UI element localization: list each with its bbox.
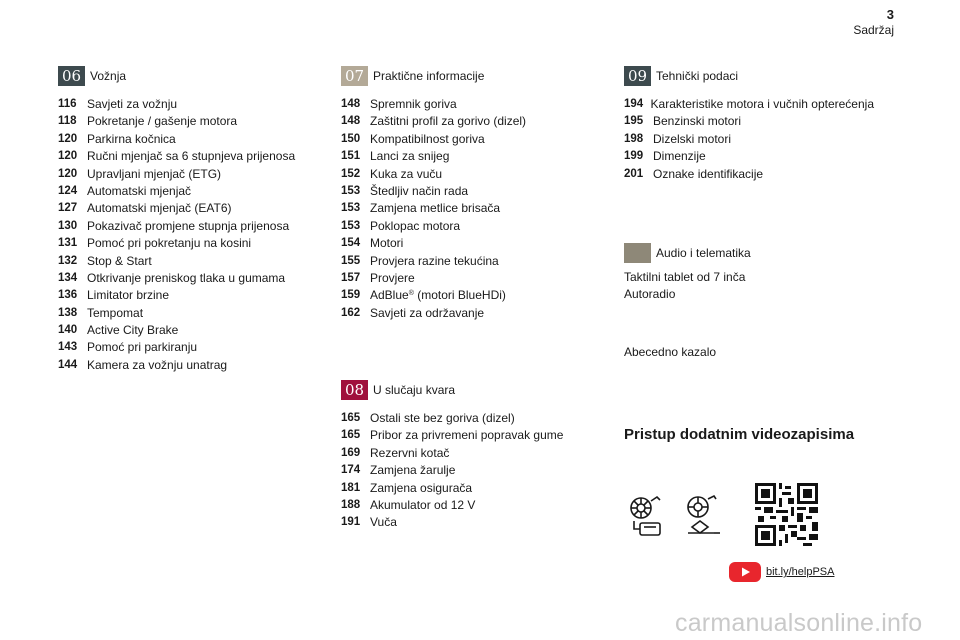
audio-item[interactable]: Autoradio — [624, 287, 676, 302]
toc-entry-title: Motori — [370, 236, 404, 251]
toc-page-number: 152 — [341, 167, 361, 180]
toc-entry[interactable] — [58, 166, 308, 183]
toc-entry-title: Pribor za privremeni popravak gume — [370, 428, 564, 443]
toc-entry-title: Stop & Start — [87, 253, 152, 268]
toc-page-number: 174 — [341, 464, 361, 477]
toc-page-number: 181 — [341, 481, 361, 494]
toc-page-number: 150 — [341, 132, 361, 145]
toc-entry[interactable] — [624, 96, 874, 113]
toc-entry[interactable] — [58, 183, 308, 200]
toc-entry-title: Ostali ste bez goriva (dizel) — [370, 411, 515, 426]
toc-entry-title: Štedljiv način rada — [370, 183, 469, 198]
toc-page-number: 148 — [341, 98, 361, 110]
qr-code-icon[interactable] — [755, 483, 818, 546]
toc-page-number: 134 — [58, 271, 78, 284]
toc-entry[interactable] — [341, 462, 591, 479]
toc-entry[interactable] — [341, 235, 591, 252]
chapter-08-entries — [341, 410, 591, 532]
toc-page-number: 198 — [624, 132, 644, 145]
toc-entry-title: Automatski mjenjač (EAT6) — [87, 201, 232, 216]
toc-entry[interactable] — [58, 270, 308, 287]
toc-entry[interactable] — [58, 218, 308, 235]
toc-entry-title: Zamjena žarulje — [370, 463, 456, 478]
toc-entry-title: Savjeti za održavanje — [370, 305, 485, 320]
toc-entry-title: Pomoć pri pokretanju na kosini — [87, 236, 252, 251]
toc-entry[interactable] — [341, 480, 591, 497]
toc-entry[interactable] — [341, 113, 591, 130]
toc-entry-title: Karakteristike motora i vučnih opterećenja — [650, 97, 874, 111]
toc-page-number: 120 — [58, 150, 78, 163]
toc-entry-title: Rezervni kotač — [370, 445, 450, 460]
toc-entry-title: Parkirna kočnica — [87, 131, 176, 146]
toc-entry[interactable] — [624, 148, 874, 165]
toc-entry[interactable] — [58, 131, 308, 148]
toc-page-number: 118 — [58, 115, 77, 128]
toc-page-number: 151 — [341, 150, 361, 163]
toc-entry[interactable] — [58, 253, 308, 270]
audio-item[interactable]: Taktilni tablet od 7 inča — [624, 269, 746, 284]
column-middle — [341, 66, 591, 532]
toc-page-number: 120 — [58, 132, 78, 145]
toc-entry[interactable] — [58, 200, 308, 217]
toc-entry[interactable] — [58, 357, 308, 374]
toc-entry[interactable] — [624, 113, 874, 130]
toc-entry[interactable] — [58, 235, 308, 252]
toc-entry-title: Oznake identifikacije — [653, 166, 764, 181]
toc-entry-title: Otkrivanje preniskog tlaka u gumama — [87, 270, 286, 285]
toc-page-number: 201 — [624, 167, 644, 180]
toc-entry-title: Kuka za vuču — [370, 166, 443, 181]
toc-entry-title: Kompatibilnost goriva — [370, 131, 485, 146]
toc-entry[interactable] — [624, 166, 874, 183]
toc-entry[interactable] — [341, 305, 591, 322]
toc-page-number: 132 — [58, 254, 78, 267]
chapter-09-entries — [624, 96, 874, 183]
audio-entries — [624, 269, 874, 304]
page-header — [853, 8, 894, 38]
toc-entry-title: Spremnik goriva — [370, 97, 457, 111]
toc-entry[interactable] — [341, 131, 591, 148]
toc-entry[interactable] — [341, 514, 591, 531]
toc-entry[interactable] — [341, 218, 591, 235]
toc-page-number: 127 — [58, 202, 78, 215]
toc-page-number: 194 — [624, 98, 644, 110]
video-section-heading: Pristup dodatnim videozapisima — [624, 425, 855, 443]
toc-entry-title: Zamjena osigurača — [370, 480, 473, 495]
chapter-06-entries — [58, 96, 308, 374]
chapter-07-entries — [341, 96, 591, 322]
toc-entry[interactable] — [58, 339, 308, 356]
toc-entry[interactable] — [341, 253, 591, 270]
toc-entry-title: AdBlue® (motori BlueHDi) — [370, 288, 506, 303]
toc-page-number: 140 — [58, 324, 78, 337]
toc-entry-title: Zaštitni profil za gorivo (dizel) — [370, 114, 527, 129]
registered-mark: ® — [408, 290, 414, 298]
toc-page-number: 169 — [341, 446, 361, 459]
column-left — [58, 66, 308, 374]
toc-entry-title: Zamjena metlice brisača — [370, 201, 501, 216]
chapter-07-section — [341, 66, 591, 322]
chapter-07-badge: 07 — [341, 66, 368, 86]
toc-page-number: 120 — [58, 167, 78, 180]
toc-page-number: 195 — [624, 115, 644, 128]
toc-entry[interactable] — [624, 131, 874, 148]
chapter-09-badge: 09 — [624, 66, 651, 86]
chapter-08-section — [341, 380, 591, 532]
toc-page-number: 138 — [58, 306, 78, 319]
toc-page-number: 157 — [341, 271, 361, 284]
video-icons — [626, 493, 742, 539]
chapter-06-badge: 06 — [58, 66, 85, 86]
toc-entry[interactable] — [341, 200, 591, 217]
toc-page-number: 191 — [341, 516, 361, 529]
column-right — [624, 66, 874, 445]
chapter-07-header[interactable] — [341, 66, 591, 86]
chapter-09-header[interactable] — [624, 66, 874, 86]
alphabetical-index-link[interactable]: Abecedno kazalo — [624, 344, 717, 359]
youtube-link-row — [729, 562, 834, 582]
toc-entry-title: Akumulator od 12 V — [370, 498, 476, 513]
toc-entry[interactable] — [58, 113, 308, 130]
toc-entry-title: Provjera razine tekućina — [370, 253, 499, 268]
toc-page-number: 159 — [341, 289, 361, 302]
toc-entry[interactable] — [341, 427, 591, 444]
toc-entry[interactable] — [58, 322, 308, 339]
toc-page-number: 124 — [58, 184, 78, 197]
chapter-08-badge: 08 — [341, 380, 368, 400]
toc-page-number: 154 — [341, 237, 361, 250]
toc-entry[interactable] — [58, 96, 308, 113]
toc-entry[interactable] — [341, 148, 591, 165]
toc-entry-title: Tempomat — [87, 305, 144, 320]
toc-page-number: 199 — [624, 150, 644, 163]
toc-entry-title: Limitator brzine — [87, 288, 170, 303]
toc-entry[interactable] — [341, 497, 591, 514]
chapter-08-header[interactable] — [341, 380, 591, 400]
toc-page-number: 131 — [58, 237, 78, 250]
toc-entry-title: Provjere — [370, 270, 415, 285]
page-number: 3 — [886, 7, 894, 22]
toc-page-number: 143 — [58, 341, 78, 354]
jack-wheel-change-icon[interactable] — [684, 493, 724, 539]
audio-badge — [624, 243, 651, 263]
chapter-09-section — [624, 66, 874, 183]
youtube-icon[interactable] — [729, 562, 761, 582]
toc-page-number: 155 — [341, 254, 361, 267]
toc-page-number: 153 — [341, 184, 361, 197]
toc-entry-title: Dimenzije — [653, 149, 706, 164]
toc-entry-title: Kamera za vožnju unatrag — [87, 357, 228, 372]
toc-entry[interactable] — [341, 183, 591, 200]
toc-entry[interactable] — [58, 305, 308, 322]
toc-page-number: 116 — [58, 98, 77, 110]
audio-section — [624, 243, 874, 360]
toc-entry[interactable] — [341, 287, 591, 304]
toc-entry-title: Lanci za snijeg — [370, 149, 450, 164]
toc-page-number: 165 — [341, 412, 361, 425]
toc-page-number: 136 — [58, 289, 78, 302]
toc-entry-title: Dizelski motori — [653, 131, 732, 146]
chapter-06-header[interactable] — [58, 66, 308, 86]
toc-entry-title: Pomoć pri parkiranju — [87, 340, 198, 355]
page-section-title: Sadržaj — [853, 23, 894, 37]
toc-entry[interactable] — [58, 148, 308, 165]
audio-header[interactable] — [624, 243, 874, 263]
toc-page-number: 144 — [58, 358, 78, 371]
toc-page-number: 153 — [341, 219, 361, 232]
toc-entry-title: Poklopac motora — [370, 218, 461, 233]
toc-page-number: 165 — [341, 429, 361, 442]
toc-entry[interactable] — [341, 445, 591, 462]
toc-entry-title: Pokretanje / gašenje motora — [87, 114, 238, 129]
toc-entry-title: Automatski mjenjač — [87, 183, 192, 198]
toc-entry-title: Active City Brake — [87, 323, 179, 338]
toc-page-number: 130 — [58, 219, 78, 232]
toc-page-number: 188 — [341, 499, 361, 512]
toc-entry-title: Pokazivač promjene stupnja prijenosa — [87, 218, 290, 233]
toc-page-number: 153 — [341, 202, 361, 215]
toc-entry-title: Upravljani mjenjač (ETG) — [87, 166, 222, 181]
chapter-06-section — [58, 66, 308, 374]
chapter-09-title: Tehnički podaci — [656, 69, 739, 83]
chapter-07-title: Praktične informacije — [373, 69, 485, 83]
toc-entry-title: Benzinski motori — [653, 114, 742, 129]
toc-entry[interactable] — [341, 270, 591, 287]
wheel-repair-kit-icon[interactable] — [626, 493, 666, 539]
chapter-06-title: Vožnja — [90, 69, 127, 83]
audio-title: Audio i telematika — [656, 245, 751, 260]
toc-entry-title: Vuča — [370, 515, 397, 530]
toc-entry[interactable] — [341, 96, 591, 113]
toc-page-number: 162 — [341, 306, 361, 319]
help-video-link[interactable]: bit.ly/helpPSA — [766, 566, 835, 578]
toc-entry-title: Ručni mjenjač sa 6 stupnjeva prijenosa — [87, 149, 296, 164]
toc-entry[interactable] — [341, 410, 591, 427]
chapter-08-title: U slučaju kvara — [373, 383, 456, 398]
watermark: carmanualsonline.info — [675, 609, 923, 637]
toc-page-number: 148 — [341, 115, 361, 128]
toc-entry-title: Savjeti za vožnju — [87, 97, 178, 111]
toc-entry[interactable] — [58, 287, 308, 304]
toc-entry[interactable] — [341, 166, 591, 183]
